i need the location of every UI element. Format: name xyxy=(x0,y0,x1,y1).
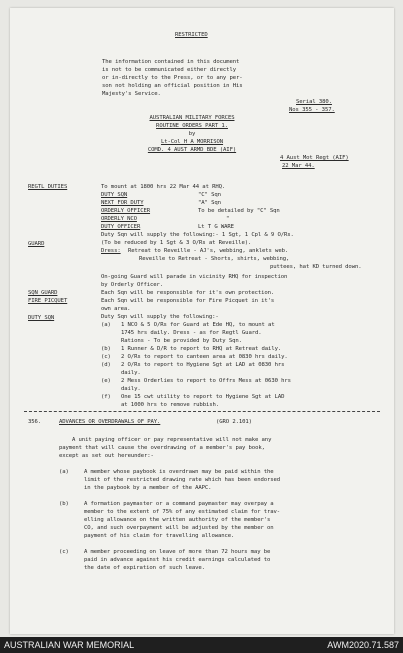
paragraph-line: the date of expiration of such leave. xyxy=(84,565,205,571)
classification-label: RESTRICTED xyxy=(175,32,208,38)
duty-value: " xyxy=(226,216,230,222)
paragraph-line: elling allowance on the written authority of the member's xyxy=(84,517,271,523)
archive-name: AUSTRALIAN WAR MEMORIAL xyxy=(4,640,135,650)
paragraph-marker: (c) xyxy=(59,549,69,555)
notice-line: or in-directly to the Press, or to any per- xyxy=(102,75,243,81)
item-marker: (f) xyxy=(101,394,111,400)
dress-line: Reveille to Retreat - Shorts, shirts, webbing, xyxy=(139,256,290,262)
item-marker: (c) xyxy=(101,354,111,360)
orders-title: AUSTRALIAN MILITARY FORCES xyxy=(149,115,235,121)
dress-label: Dress: xyxy=(101,248,121,254)
duty-value: "C" Sqn xyxy=(198,192,221,198)
unit-name: 4 Aust Mot Regt (AIF) xyxy=(280,155,349,161)
notice-line: The information contained in this document xyxy=(102,59,240,65)
duty-value: To be detailed by "C" Sqn xyxy=(198,208,280,214)
item-marker: (a) xyxy=(101,322,111,328)
paragraph-line: CO, and such overpayment will be adjusted by the member on xyxy=(84,525,274,531)
guard-line: Duty Sqn will supply the following:- 1 Sgt, 1 Cpl & 9 O/Rs. xyxy=(101,232,294,238)
duty-sqn-heading: DUTY SQN xyxy=(28,315,55,321)
item-text: 1 NCO & 5 O/Rs for Guard at Ede HQ, to mount at xyxy=(121,322,275,328)
duty-sqn-line: Duty Sqn will supply the following:- xyxy=(101,314,219,320)
duty-label: DUTY OFFICER xyxy=(101,224,141,230)
commander-name: Lt-Col H A MORRISON xyxy=(160,139,224,145)
fire-picquet-line: own area. xyxy=(101,306,131,312)
catalogue-number: AWM2020.71.587 xyxy=(327,640,399,650)
item-text: 1745 hrs daily. Dress - as for Regtl Guard. xyxy=(121,330,262,336)
intro-line: except as set out hereunder:- xyxy=(59,453,154,459)
guard-heading: GUARD xyxy=(28,241,45,247)
fire-picquet-line: Each Sqn will be responsible for Fire Picquet in it's xyxy=(101,298,275,304)
item-text: 2 Mess Orderlies to report to Offrs Mess at 0630 hrs xyxy=(121,378,291,384)
duty-value: "A" Sqn xyxy=(198,200,221,206)
section-reference: (GRO 2.101) xyxy=(216,419,252,425)
commander-appointment: COMD. 4 AUST ARMD BDE (AIF) xyxy=(147,147,237,153)
section-divider xyxy=(24,411,380,412)
sqn-guard-line: Each Sqn will be responsible for it's own protection. xyxy=(101,290,275,296)
intro-line: A unit paying officer or pay representative will not make any xyxy=(72,437,272,443)
dress-line: Retreat to Reveille - AJ's, webbing, anklets web. xyxy=(128,248,289,254)
notice-line: is not to be communicated either directly xyxy=(102,67,236,73)
item-text: 1 Runner & D/R to report to RHQ at Retreat daily. xyxy=(121,346,282,352)
order-numbers: Nos 355 - 357. xyxy=(289,107,335,113)
duty-label: ORDERLY NCO xyxy=(101,216,137,222)
section-heading: ADVANCES OR OVERDRAWALS OF PAY. xyxy=(59,419,161,425)
fire-picquet-heading: FIRE PICQUET xyxy=(28,298,68,304)
paragraph-marker: (a) xyxy=(59,469,69,475)
duty-label: DUTY SQN xyxy=(101,192,128,198)
sqn-guard-heading: SQN GUARD xyxy=(28,290,58,296)
item-text: daily. xyxy=(121,370,141,376)
item-text: 2 O/Rs to report to Hygiene Sgt at LAD at 0830 hrs xyxy=(121,362,285,368)
item-text: Rations - To be provided by Duty Sqn. xyxy=(121,338,242,344)
paragraph-line: payment of his claim for travelling allowance. xyxy=(84,533,235,539)
guard-parade-line: On-going Guard will parade in vicinity RHQ for inspection xyxy=(101,274,288,280)
item-text: daily. xyxy=(121,386,141,392)
paragraph-line: A member proceeding on leave of more than 72 hours may be xyxy=(84,549,271,555)
notice-line: Majesty's Service. xyxy=(102,91,161,97)
section-number: 356. xyxy=(28,419,42,425)
item-text: at 1000 hrs to remove rubbish. xyxy=(121,402,220,408)
duty-value: Lt T G WARE xyxy=(198,224,234,230)
guard-parade-line: by Orderly Officer. xyxy=(101,282,164,288)
item-text: 2 O/Rs to report to canteen area at 0830 hrs daily. xyxy=(121,354,288,360)
paragraph-line: limit of the restricted drawing rate which has been endorsed xyxy=(84,477,281,483)
document-page xyxy=(10,8,394,634)
order-date: 22 Mar 44. xyxy=(282,163,315,169)
by-line: by xyxy=(188,131,196,137)
item-text: One 15 cwt utility to report to Hygiene Sgt at LAD xyxy=(121,394,285,400)
intro-line: payment that will cause the overdrawing of a member's pay book, xyxy=(59,445,265,451)
paragraph-line: member to the extent of 75% of any estimated claim for trav- xyxy=(84,509,281,515)
paragraph-line: A member whose paybook is overdrawn may be paid within the xyxy=(84,469,274,475)
notice-line: son not holding an official position in His xyxy=(102,83,243,89)
paragraph-line: paid in advance against his credit earnings calculated to xyxy=(84,557,271,563)
guard-line: (To be reduced by 1 Sgt & 3 O/Rs at Reveille). xyxy=(101,240,252,246)
orders-subtitle: ROUTINE ORDERS PART 1. xyxy=(156,123,228,129)
paragraph-line: A formation paymaster or a command paymaster may overpay a xyxy=(84,501,274,507)
dress-line: puttees, hat KD turned down. xyxy=(270,264,362,270)
paragraph-line: in the paybook by a member of the AAPC. xyxy=(84,485,212,491)
serial-number: Serial 380. xyxy=(296,99,332,105)
duty-label: ORDERLY OFFICER xyxy=(101,208,151,214)
item-marker: (b) xyxy=(101,346,111,352)
item-marker: (e) xyxy=(101,378,111,384)
paragraph-marker: (b) xyxy=(59,501,69,507)
mount-line: To mount at 1800 hrs 22 Mar 44 at RHQ. xyxy=(101,184,226,190)
regtl-duties-heading: REGTL DUTIES xyxy=(28,184,68,190)
duty-label: NEXT FOR DUTY xyxy=(101,200,144,206)
archive-footer xyxy=(0,637,403,653)
item-marker: (d) xyxy=(101,362,111,368)
